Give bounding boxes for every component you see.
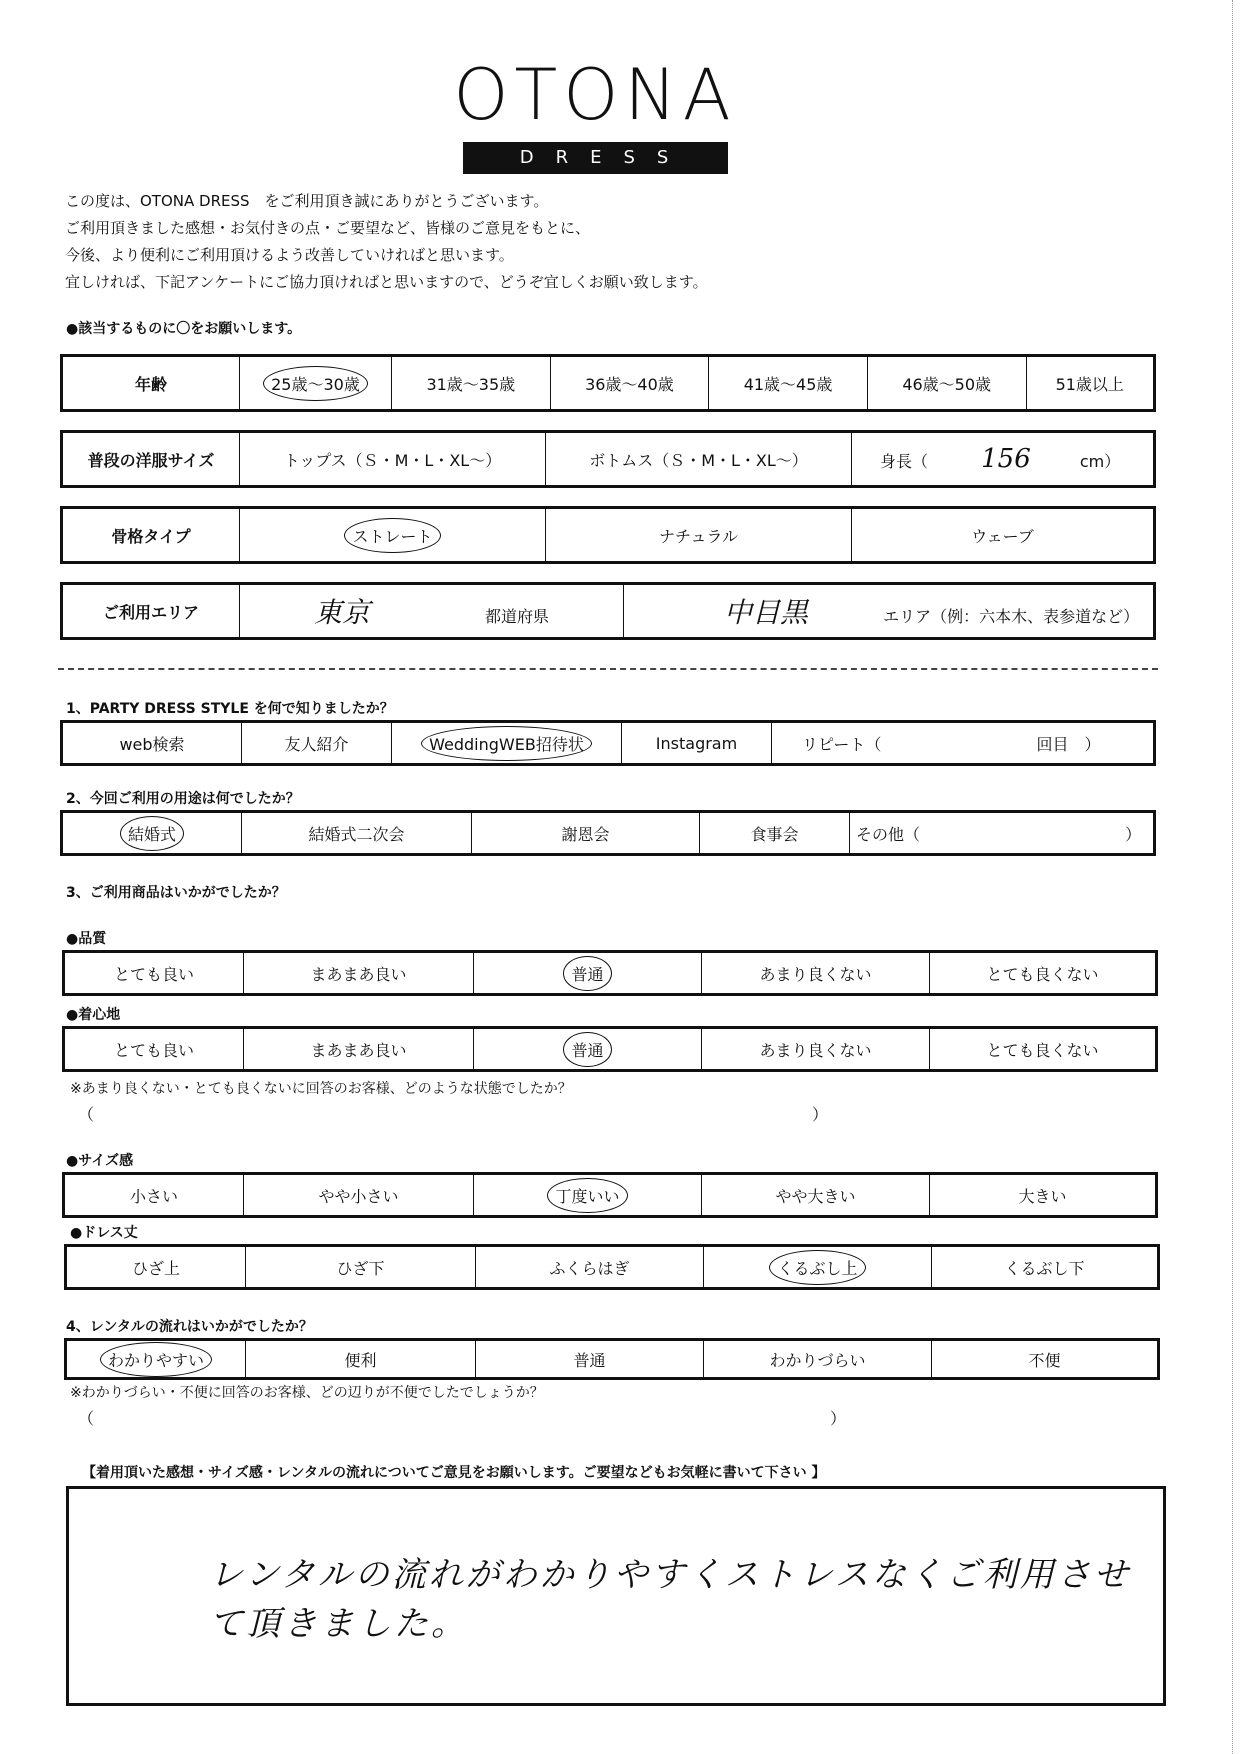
q4-option[interactable]	[66, 1340, 246, 1379]
comment-text: レンタルの流れがわかりやすくストレスなくご利用させて頂きました。	[209, 1555, 1131, 1644]
comfort-option[interactable]: あまり良くない	[702, 1028, 930, 1071]
area-value: 中目黒	[724, 596, 809, 629]
comment-box[interactable]	[66, 1486, 1166, 1706]
age-option[interactable]: 46歳～50歳	[867, 356, 1026, 411]
q4-option[interactable]: 不便	[932, 1340, 1159, 1379]
q2-option[interactable]	[62, 812, 242, 855]
q2-title: 2、今回ご利用の用途は何でしたか？	[66, 791, 300, 807]
q4-paren-open: （	[78, 1409, 95, 1428]
intro-line: この度は、OTONA DRESS をご利用頂き誠にありがとうございます。	[65, 192, 549, 210]
prefecture-label: 都道府県	[485, 607, 550, 626]
area-field[interactable]	[624, 584, 1155, 639]
length-option-label: くるぶし上	[777, 1256, 857, 1279]
area-label: ご利用エリア	[62, 584, 240, 639]
q4-option[interactable]: 便利	[246, 1340, 476, 1379]
section-instruction: ●該当するものに〇をお願いします。	[66, 321, 302, 337]
comfort-option[interactable]: まあまあ良い	[244, 1028, 474, 1071]
length-label: ●ドレス丈	[70, 1225, 138, 1241]
q2-table	[60, 810, 1156, 856]
tops-size-option[interactable]: トップス（Ｓ・M・L・XL～）	[240, 432, 546, 487]
q1-option-repeat[interactable]	[772, 722, 1155, 765]
length-option[interactable]: くるぶし下	[932, 1246, 1159, 1289]
comfort-option-label: 普通	[571, 1038, 603, 1061]
comfort-label: ●着心地	[66, 1007, 121, 1023]
area-example-label: エリア（例：六本木、表参道など）	[883, 607, 1140, 626]
quality-option[interactable]: とても良い	[64, 952, 244, 995]
size-label: 普段の洋服サイズ	[62, 432, 240, 487]
comfort-note: ※あまり良くない・とても良くないに回答のお客様、どのような状態でしたか？	[70, 1081, 572, 1097]
intro-paragraph	[65, 188, 708, 296]
frame-option-label: ストレート	[352, 524, 432, 547]
age-option[interactable]	[240, 356, 392, 411]
prefecture-field[interactable]	[240, 584, 624, 639]
q1-option-label: WeddingWEB招待状	[429, 732, 584, 755]
fit-table	[62, 1172, 1158, 1218]
prefecture-value: 東京	[313, 596, 370, 629]
length-option[interactable]: ひざ上	[66, 1246, 246, 1289]
length-table	[64, 1244, 1160, 1290]
other-close: ）	[1125, 824, 1142, 844]
q2-option[interactable]: 謝恩会	[472, 812, 700, 855]
q4-note: ※わかりづらい・不便に回答のお客様、どの辺りが不便でしたでしょうか？	[70, 1385, 544, 1401]
length-option[interactable]: ひざ下	[246, 1246, 476, 1289]
frame-label: 骨格タイプ	[62, 508, 240, 563]
q4-table	[64, 1338, 1160, 1380]
q1-option[interactable]: Instagram	[622, 722, 772, 765]
fit-option[interactable]	[474, 1174, 702, 1217]
q1-option[interactable]: 友人紹介	[242, 722, 392, 765]
quality-table	[62, 950, 1158, 996]
quality-option-label: 普通	[571, 962, 603, 985]
comfort-option[interactable]	[474, 1028, 702, 1071]
quality-option[interactable]	[474, 952, 702, 995]
q1-option[interactable]	[392, 722, 622, 765]
q2-option[interactable]: 食事会	[700, 812, 850, 855]
size-table	[60, 430, 1156, 488]
quality-option[interactable]: まあまあ良い	[244, 952, 474, 995]
repeat-count-label: 回目 ）	[1036, 734, 1101, 754]
age-option[interactable]: 41歳～45歳	[709, 356, 868, 411]
q4-paren-close: ）	[830, 1409, 847, 1428]
q2-option-label: 結婚式	[128, 822, 176, 845]
area-table	[60, 582, 1156, 640]
fit-option[interactable]: 大きい	[930, 1174, 1157, 1217]
comfort-option[interactable]: とても良くない	[930, 1028, 1157, 1071]
height-value: 156	[981, 444, 1031, 474]
other-label: その他（	[856, 824, 921, 844]
age-option[interactable]: 36歳～40歳	[550, 356, 709, 411]
age-option[interactable]: 51歳以上	[1026, 356, 1155, 411]
quality-option[interactable]: とても良くない	[930, 952, 1157, 995]
age-label: 年齢	[62, 356, 240, 411]
q1-table	[60, 720, 1156, 766]
fit-option[interactable]: 小さい	[64, 1174, 244, 1217]
divider-dashed	[58, 668, 1158, 670]
frame-option[interactable]: ナチュラル	[546, 508, 852, 563]
bottoms-size-option[interactable]: ボトムス（Ｓ・M・L・XL～）	[546, 432, 852, 487]
height-unit: cm）	[1079, 452, 1121, 471]
q2-option[interactable]: 結婚式二次会	[242, 812, 472, 855]
frame-table	[60, 506, 1156, 564]
frame-option[interactable]: ウェーブ	[852, 508, 1155, 563]
fit-label: ●サイズ感	[66, 1153, 134, 1169]
quality-label: ●品質	[66, 931, 107, 947]
fit-option[interactable]: やや大きい	[702, 1174, 930, 1217]
otona-dress-logo	[440, 54, 750, 174]
q4-option-label: わかりやすい	[108, 1348, 204, 1371]
height-label: 身長（	[880, 452, 929, 471]
comfort-paren-open: （	[78, 1105, 95, 1124]
comfort-option[interactable]: とても良い	[64, 1028, 244, 1071]
q2-option-other[interactable]	[850, 812, 1155, 855]
fit-option-label: 丁度いい	[555, 1184, 619, 1207]
intro-line: ご利用頂きました感想・お気付きの点・ご要望など、皆様のご意見をもとに、	[65, 219, 591, 237]
intro-line: 今後、より便利にご利用頂けるよう改善していければと思います。	[65, 246, 514, 264]
q1-title: 1、PARTY DRESS STYLE を何で知りましたか？	[66, 701, 394, 717]
age-table	[60, 354, 1156, 412]
page-edge-line	[1232, 0, 1233, 1754]
intro-line: 宜しければ、下記アンケートにご協力頂ければと思いますので、どうぞ宜しくお願い致します。	[65, 273, 708, 291]
length-option[interactable]: ふくらはぎ	[476, 1246, 704, 1289]
age-option[interactable]: 31歳～35歳	[392, 356, 551, 411]
height-field[interactable]	[852, 432, 1155, 487]
repeat-label: リピート（	[802, 734, 882, 754]
logo-sub-text: DRESS	[463, 142, 728, 174]
fit-option[interactable]: やや小さい	[244, 1174, 474, 1217]
comfort-paren-close: ）	[812, 1105, 829, 1124]
comment-title: 【着用頂いた感想・サイズ感・レンタルの流れについてご意見をお願いします。ご要望などもお気軽に書いて下さい 】	[82, 1465, 826, 1481]
age-option-label: 25歳～30歳	[271, 372, 360, 395]
frame-option[interactable]	[240, 508, 546, 563]
logo-main-text: OTONA	[453, 54, 737, 136]
length-option[interactable]	[704, 1246, 932, 1289]
q1-option[interactable]: web検索	[62, 722, 242, 765]
q3-title: 3、ご利用商品はいかがでしたか？	[66, 885, 286, 901]
q4-option[interactable]: 普通	[476, 1340, 704, 1379]
quality-option[interactable]: あまり良くない	[702, 952, 930, 995]
q4-option[interactable]: わかりづらい	[704, 1340, 932, 1379]
q4-title: 4、レンタルの流れはいかがでしたか？	[66, 1319, 313, 1335]
comfort-table	[62, 1026, 1158, 1072]
